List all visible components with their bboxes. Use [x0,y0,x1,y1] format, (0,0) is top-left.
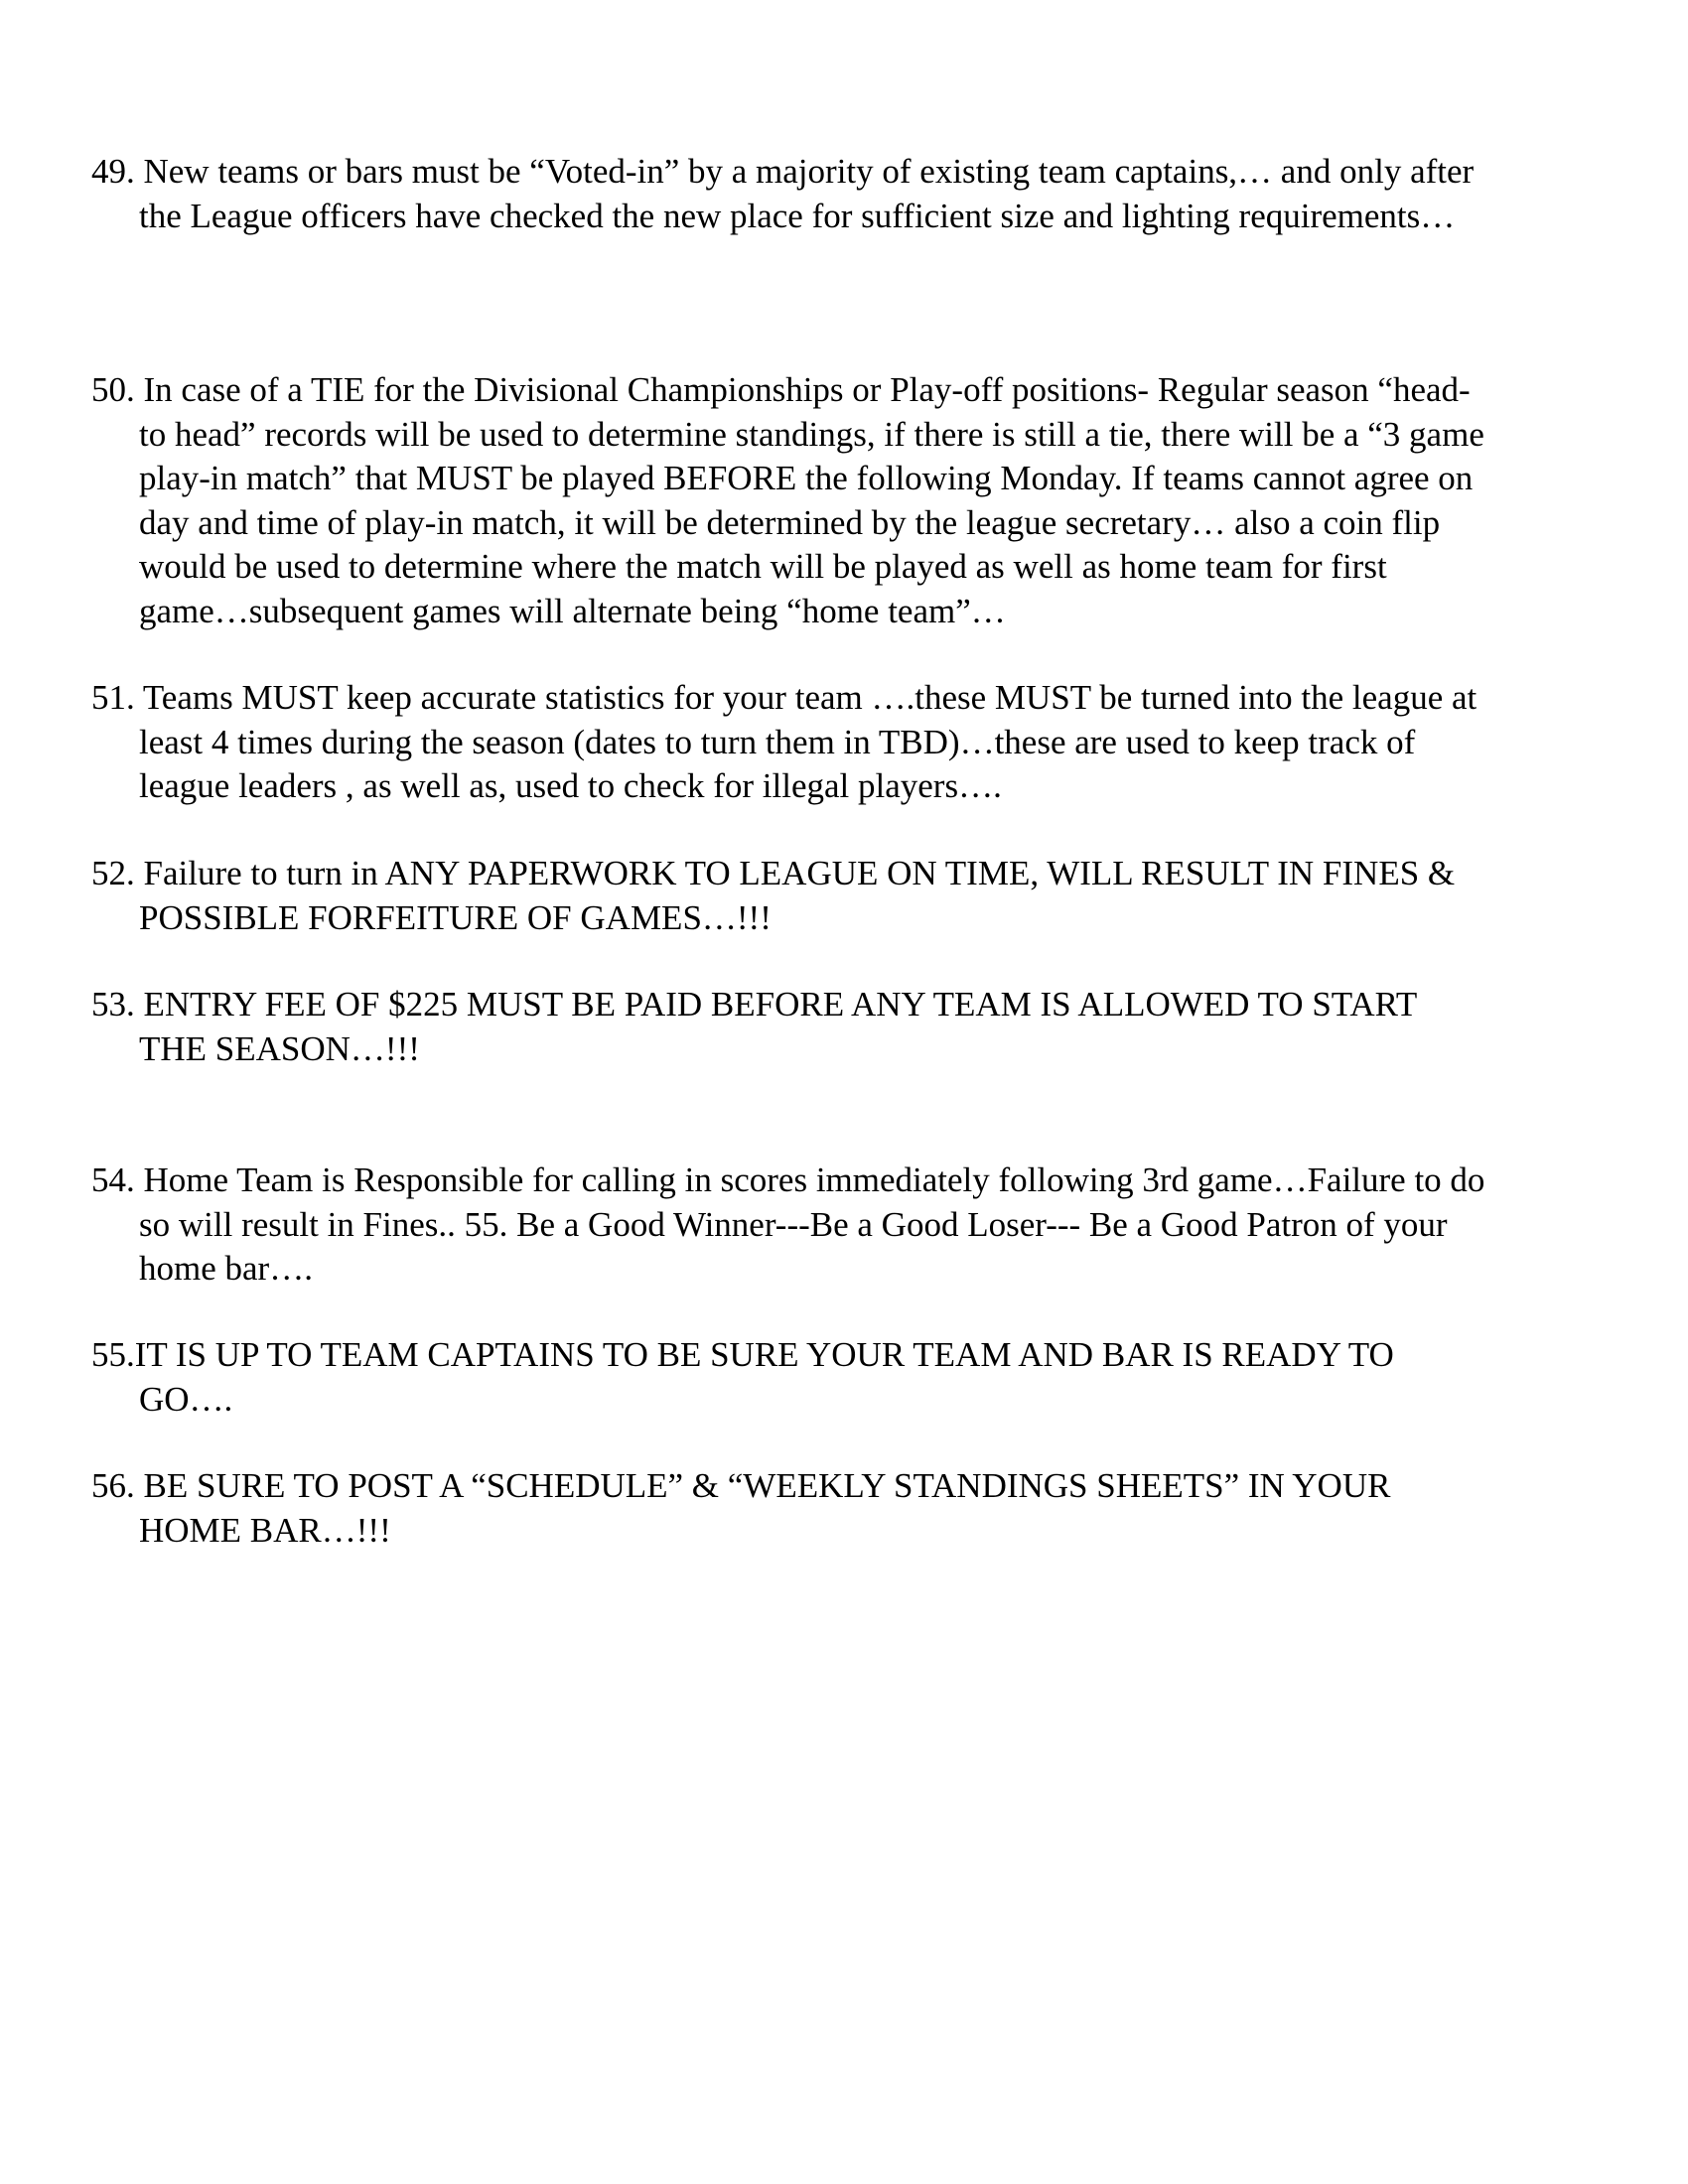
rule-line: would be used to determine where the match will be played as well as home team for first [139,547,1387,586]
rule-line: 49. New teams or bars must be “Voted-in” by a majority of existing team captains,… and only after [91,152,1475,191]
rule-52 [91,852,1640,940]
rule-line: HOME BAR…!!! [139,1510,391,1550]
rule-line: 50. In case of a TIE for the Divisional Championships or Play-off positions- Regular season “head- [91,370,1471,409]
rule-50 [91,368,1640,633]
rule-53 [91,983,1640,1071]
rule-line: 53. ENTRY FEE OF $225 MUST BE PAID BEFORE ANY TEAM IS ALLOWED TO START [91,985,1418,1024]
rule-line: POSSIBLE FORFEITURE OF GAMES…!!! [139,897,772,937]
rule-line: 56. BE SURE TO POST A “SCHEDULE” & “WEEKLY STANDINGS SHEETS” IN YOUR [91,1466,1391,1505]
rule-line: 55.IT IS UP TO TEAM CAPTAINS TO BE SURE YOUR TEAM AND BAR IS READY TO [91,1335,1394,1374]
rule-55 [91,1333,1640,1422]
rule-line: THE SEASON…!!! [139,1028,420,1068]
rule-line: 54. Home Team is Responsible for calling in scores immediately following 3rd game…Failure to do [91,1160,1485,1199]
rule-line: the League officers have checked the new place for sufficient size and lighting requirements… [139,196,1456,235]
rule-line: 51. Teams MUST keep accurate statistics for your team ….these MUST be turned into the league at [91,678,1477,717]
rule-line: game…subsequent games will alternate being “home team”… [139,591,1006,630]
rule-49 [91,150,1640,238]
rule-51 [91,676,1640,809]
rule-line: so will result in Fines.. 55. Be a Good Winner---Be a Good Loser--- Be a Good Patron of your [139,1204,1448,1244]
rule-line: 52. Failure to turn in ANY PAPERWORK TO LEAGUE ON TIME, WILL RESULT IN FINES & [91,854,1456,892]
rule-line: play-in match” that MUST be played BEFORE the following Monday. If teams cannot agree on [139,459,1474,497]
rule-line: home bar…. [139,1249,313,1288]
rule-54 [91,1159,1640,1292]
rule-line: least 4 times during the season (dates to turn them in TBD)…these are used to keep track of [139,722,1416,761]
rule-line: to head” records will be used to determine standings, if there is still a tie, there will be a “3 game [139,414,1484,454]
rule-line: GO…. [139,1379,233,1419]
rule-line: day and time of play-in match, it will be determined by the league secretary… also a coin flip [139,502,1441,542]
rule-line: league leaders , as well as, used to check for illegal players…. [139,766,1002,805]
rule-56 [91,1464,1640,1553]
